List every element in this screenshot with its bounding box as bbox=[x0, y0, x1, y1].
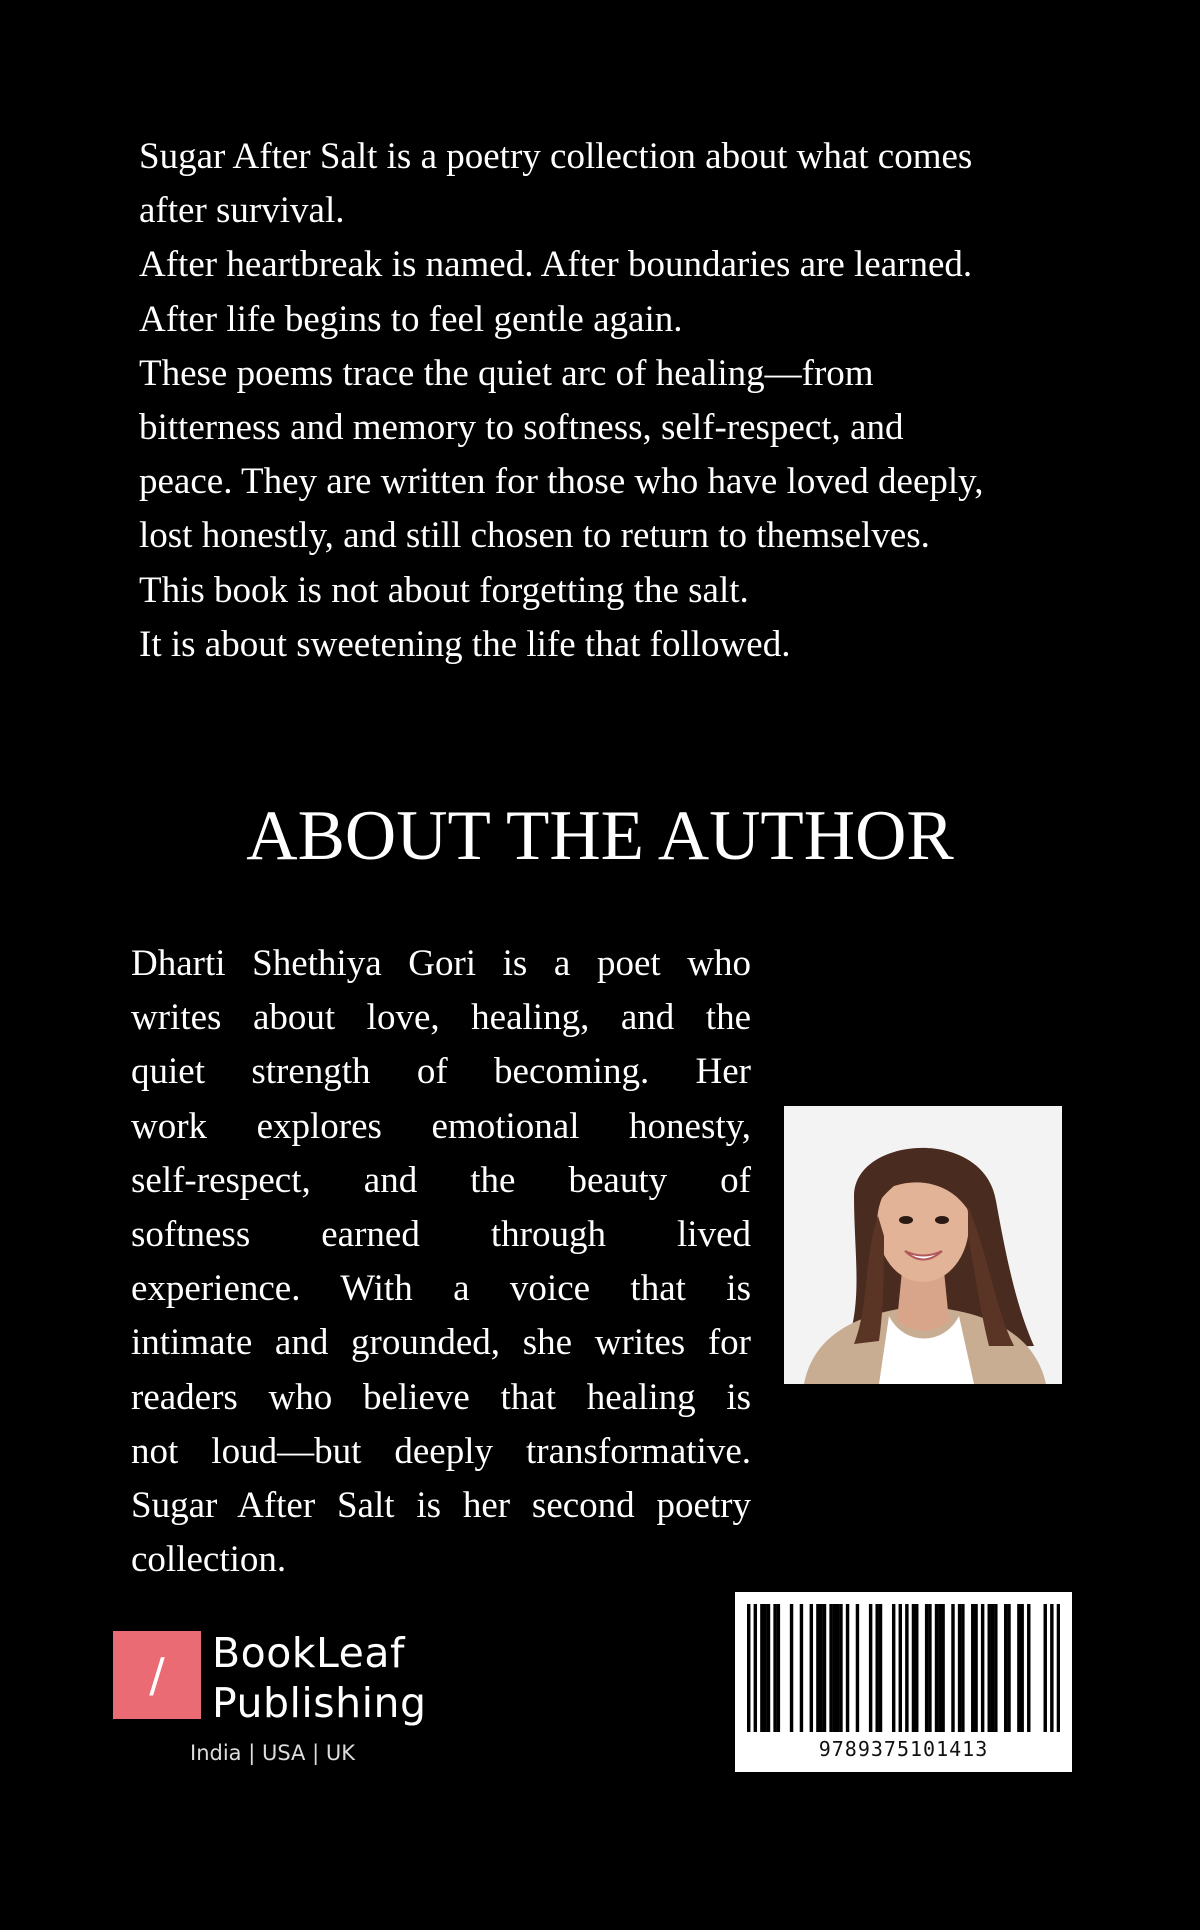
barcode-bar bbox=[773, 1604, 776, 1732]
bio-line: self-respect, and the beauty of bbox=[131, 1159, 751, 1201]
barcode-bar bbox=[912, 1604, 915, 1732]
barcode-bar bbox=[1044, 1604, 1047, 1732]
blurb-line: After heartbreak is named. After boundaries are learned. bbox=[139, 244, 973, 286]
barcode-bar bbox=[846, 1604, 849, 1732]
barcode-bar bbox=[1007, 1604, 1010, 1732]
blurb-line: bitterness and memory to softness, self-respect, and bbox=[139, 407, 904, 449]
barcode-icon bbox=[747, 1604, 1060, 1732]
barcode-bar bbox=[994, 1604, 997, 1732]
bio-line: softness earned through lived bbox=[131, 1213, 751, 1255]
barcode-bar bbox=[958, 1604, 961, 1732]
barcode-bar bbox=[823, 1604, 826, 1732]
barcode-bar bbox=[829, 1604, 832, 1732]
barcode-bar bbox=[1004, 1604, 1007, 1732]
bio-line: work explores emotional honesty, bbox=[131, 1105, 751, 1147]
barcode-bar bbox=[1027, 1604, 1030, 1732]
barcode-bar bbox=[935, 1604, 938, 1732]
barcode-bar bbox=[1020, 1604, 1023, 1732]
bio-line: Dharti Shethiya Gori is a poet who bbox=[131, 943, 751, 984]
barcode-bar bbox=[988, 1604, 991, 1732]
barcode-bar bbox=[747, 1604, 750, 1732]
bio-line: intimate and grounded, she writes for bbox=[131, 1322, 751, 1364]
barcode-bar bbox=[899, 1604, 902, 1732]
bio-line: quiet strength of becoming. Her bbox=[131, 1051, 751, 1093]
barcode-bar bbox=[833, 1604, 836, 1732]
barcode-bar bbox=[915, 1604, 918, 1732]
barcode-bar bbox=[754, 1604, 757, 1732]
barcode-bar bbox=[941, 1604, 944, 1732]
blurb-line: This book is not about forgetting the salt. bbox=[139, 569, 749, 611]
barcode-bar bbox=[981, 1604, 984, 1732]
barcode-bar bbox=[800, 1604, 803, 1732]
barcode-bar bbox=[951, 1604, 954, 1732]
barcode-bar bbox=[790, 1604, 793, 1732]
barcode-bar bbox=[1057, 1604, 1060, 1732]
barcode-bar bbox=[1017, 1604, 1020, 1732]
author-photo bbox=[784, 1106, 1062, 1384]
bio-line: writes about love, healing, and the bbox=[131, 997, 751, 1039]
barcode-bar bbox=[892, 1604, 895, 1732]
isbn-number: 9789375101413 bbox=[818, 1737, 989, 1761]
blurb-line: lost honestly, and still chosen to return to themselves. bbox=[139, 515, 930, 557]
blurb-line: peace. They are written for those who have loved deeply, bbox=[139, 461, 984, 503]
barcode-bar bbox=[816, 1604, 819, 1732]
barcode-bar bbox=[991, 1604, 994, 1732]
publisher-name-line2: Publishing bbox=[212, 1679, 427, 1727]
publisher-mark-icon bbox=[113, 1631, 201, 1719]
barcode-bar bbox=[810, 1604, 813, 1732]
barcode-bar bbox=[974, 1604, 977, 1732]
publisher-name-line1: BookLeaf bbox=[212, 1629, 405, 1677]
barcode-bar bbox=[763, 1604, 766, 1732]
blurb-line: after survival. bbox=[139, 190, 345, 232]
barcode-bar bbox=[928, 1604, 931, 1732]
barcode-bar bbox=[1050, 1604, 1053, 1732]
bio-line: not loud—but deeply transformative. bbox=[131, 1430, 751, 1472]
barcode-bar bbox=[869, 1604, 872, 1732]
blurb-line: These poems trace the quiet arc of healing—from bbox=[139, 352, 874, 394]
author-bio bbox=[131, 937, 751, 1587]
barcode-bar bbox=[819, 1604, 822, 1732]
bio-line: readers who believe that healing is bbox=[131, 1376, 751, 1418]
barcode-bar bbox=[925, 1604, 928, 1732]
isbn-barcode bbox=[735, 1592, 1072, 1772]
slash-glyph: / bbox=[149, 1648, 165, 1702]
barcode-bar bbox=[760, 1604, 763, 1732]
blurb-line: After life begins to feel gentle again. bbox=[139, 298, 683, 340]
about-the-author-heading: ABOUT THE AUTHOR bbox=[246, 797, 954, 875]
barcode-bar bbox=[856, 1604, 859, 1732]
publisher-regions: India | USA | UK bbox=[190, 1741, 355, 1765]
barcode-bar bbox=[971, 1604, 974, 1732]
barcode-bar bbox=[879, 1604, 882, 1732]
back-cover-blurb bbox=[139, 130, 1099, 672]
barcode-bar bbox=[777, 1604, 780, 1732]
publisher-logo bbox=[113, 1628, 453, 1768]
bio-line: experience. With a voice that is bbox=[131, 1268, 751, 1310]
publisher-name bbox=[212, 1628, 427, 1728]
barcode-bar bbox=[938, 1604, 941, 1732]
barcode-bar bbox=[836, 1604, 839, 1732]
blurb-line: It is about sweetening the life that followed. bbox=[139, 623, 791, 665]
blurb-line: Sugar After Salt is a poetry collection about what comes bbox=[139, 136, 973, 177]
barcode-bar bbox=[961, 1604, 964, 1732]
author-portrait-illustration bbox=[784, 1106, 1062, 1384]
barcode-bar bbox=[905, 1604, 908, 1732]
bio-line: Sugar After Salt is her second poetry bbox=[131, 1484, 751, 1526]
bio-line: collection. bbox=[131, 1539, 287, 1581]
barcode-bar bbox=[839, 1604, 842, 1732]
barcode-bar bbox=[875, 1604, 878, 1732]
barcode-bar bbox=[767, 1604, 770, 1732]
